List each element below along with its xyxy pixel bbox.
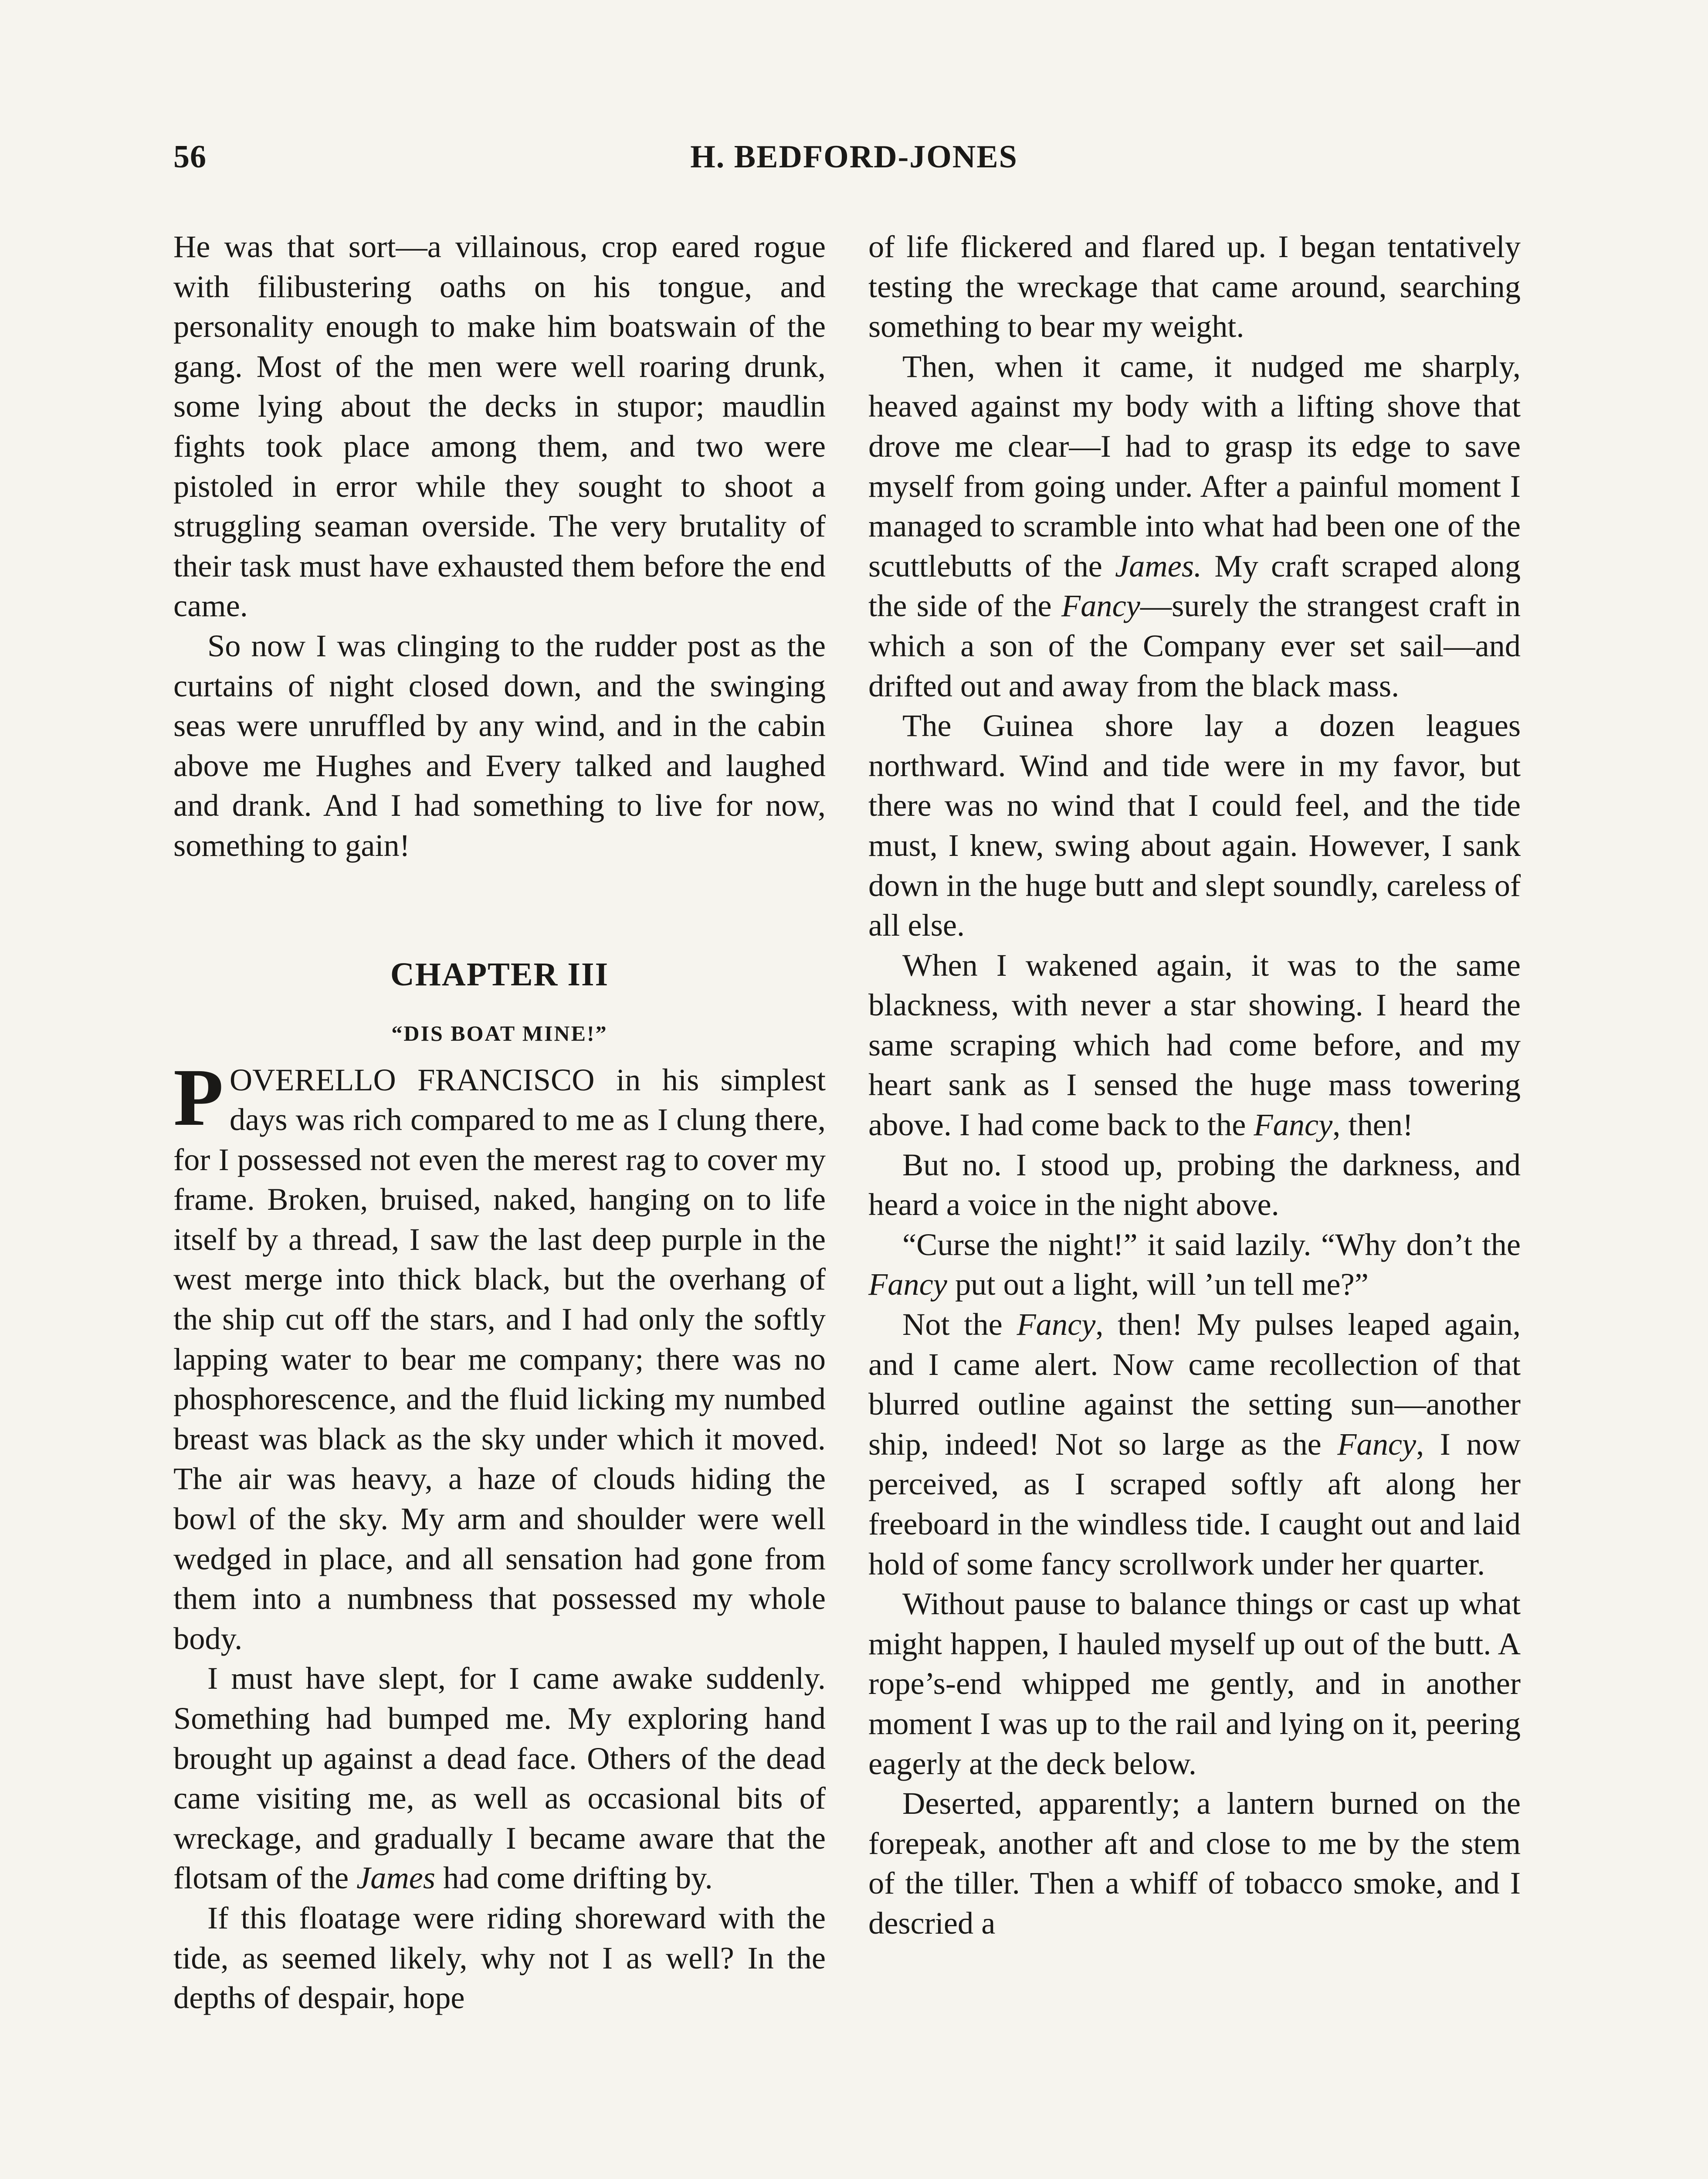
paragraph [868, 346, 1521, 706]
paragraph [173, 1658, 826, 1898]
chapter-subtitle: “DIS BOAT MINE!” [391, 1021, 608, 1045]
text-run: “Curse the night!” it said lazily. “Why don’t the [902, 1226, 1521, 1262]
text-run: Not the [902, 1307, 1017, 1342]
paragraph: of life flickered and flared up. I began tentatively testing the wreckage that came around, searching something to bear my weight. [868, 229, 1521, 344]
ship-name: Fancy [1254, 1107, 1333, 1143]
opening-words: OVERELLO FRANCISCO [229, 1062, 595, 1097]
text-run: , I now perceived, as I scraped softly aft along her freeboard in the windless tide. I caught out and laid hold of some fancy scrollwork under her quarter. [868, 1426, 1521, 1582]
text-run: —surely the strangest craft in which a son of the Company ever set sail—and drifted out and away from the black mass. [868, 588, 1521, 703]
ship-name: Fancy [1017, 1307, 1096, 1342]
ship-name: Fancy [868, 1266, 947, 1302]
text-run: put out a light, will ’un tell me?” [947, 1266, 1369, 1302]
text-run: , then! My pulses leaped again, and I came alert. Now came recollection of that blurred outline against the setting sun—another ship, indeed! Not so large as the [868, 1307, 1521, 1462]
text-run: , then! [1332, 1107, 1413, 1143]
text-run: I must have slept, for I came awake suddenly. Something had bumped me. My exploring hand brought up against a dead face. Others of the dead came visiting me, as well as occasional bits of wreckage, and gradually I became aware that the flotsam of the [173, 1660, 826, 1896]
right-column [868, 227, 1521, 1943]
paragraph: Deserted, apparently; a lantern burned on the forepeak, another aft and close to me by the stem of the tiller. Then a whiff of tobacco smoke, and I descried a [868, 1785, 1521, 1941]
paragraph [868, 1225, 1521, 1304]
paragraph [868, 945, 1521, 1145]
left-column [173, 227, 826, 2018]
running-head: H. BEDFORD-JONES [690, 139, 1018, 175]
ship-name: James. [1115, 548, 1202, 584]
paragraph: But no. I stood up, probing the darkness, and heard a voice in the night above. [868, 1147, 1521, 1222]
paragraph: The Guinea shore lay a dozen leagues northward. Wind and tide were in my favor, but there was no wind that I could feel, and the tide must, I knew, swing about again. However, I sank down in the huge butt and slept soundly, careless of all else. [868, 708, 1521, 943]
paragraph: He was that sort—a villainous, crop eared rogue with filibustering oaths on his tongue, and personality enough to make him boatswain of the gang. Most of the men were well roaring drunk, some lying about the decks in stupor; maudlin fights took place among them, and two were pistoled in error while they sought to shoot a struggling seaman overside. The very brutality of their task must have exhausted them before the end came. [173, 229, 826, 624]
paragraph: So now I was clinging to the rudder post as the curtains of night closed down, and the swinging seas were unruffled by any wind, and in the cabin above me Hughes and Every talked and laughed and drank. And I had something to live for now, something to gain! [173, 628, 826, 863]
paragraph: If this floatage were riding shoreward with the tide, as seemed likely, why not I as well? In the depths of despair, hope [173, 1900, 826, 2016]
paragraph-text: in his simplest days was rich compared to me as I clung there, for I possessed not even the merest rag to cover my frame. Broken, bruised, naked, hanging on to life itself by a thread, I saw the last deep purple in the west merge into thick black, but the overhang of the ship cut off the stars, and I had only the softly lapping water to bear me company; there was no phosphorescence, and the fluid licking my numbed breast was black as the sky under which it moved. The air was heavy, a haze of clouds hiding the bowl of the sky. My arm and shoulder were well wedged in place, and all sensation had gone from them into a numbness that possessed my whole body. [173, 1062, 826, 1656]
text-run: had come drifting by. [435, 1860, 713, 1896]
text-run: Then, when it came, it nudged me sharply, heaved against my body with a lifting shove that drove me clear—I had to grasp its edge to save myself from going under. After a painful moment I managed to scramble into what had been one of the scuttlebutts of the [868, 348, 1521, 584]
chapter-opening-paragraph [173, 1051, 826, 1659]
text-run: When I wakened again, it was to the same blackness, with never a star showing. I heard the same scraping which had come before, and my heart sank as I sensed the huge mass towering above. I had come back to the [868, 947, 1521, 1143]
page-number: 56 [173, 139, 207, 175]
section-spacer [173, 865, 826, 953]
drop-cap: P [173, 1051, 224, 1143]
ship-name: Fancy [1061, 588, 1140, 624]
paragraph [868, 1304, 1521, 1584]
ship-name: Fancy [1337, 1426, 1417, 1462]
paragraph: Without pause to balance things or cast up what might happen, I hauled myself up out of the butt. A rope’s-end whipped me gently, and in another moment I was up to the rail and lying on it, peering eagerly at the deck below. [868, 1586, 1521, 1781]
ship-name: James [356, 1860, 436, 1896]
text-run: My craft scraped along the side of the [868, 548, 1521, 624]
chapter-heading: CHAPTER III [390, 956, 609, 993]
